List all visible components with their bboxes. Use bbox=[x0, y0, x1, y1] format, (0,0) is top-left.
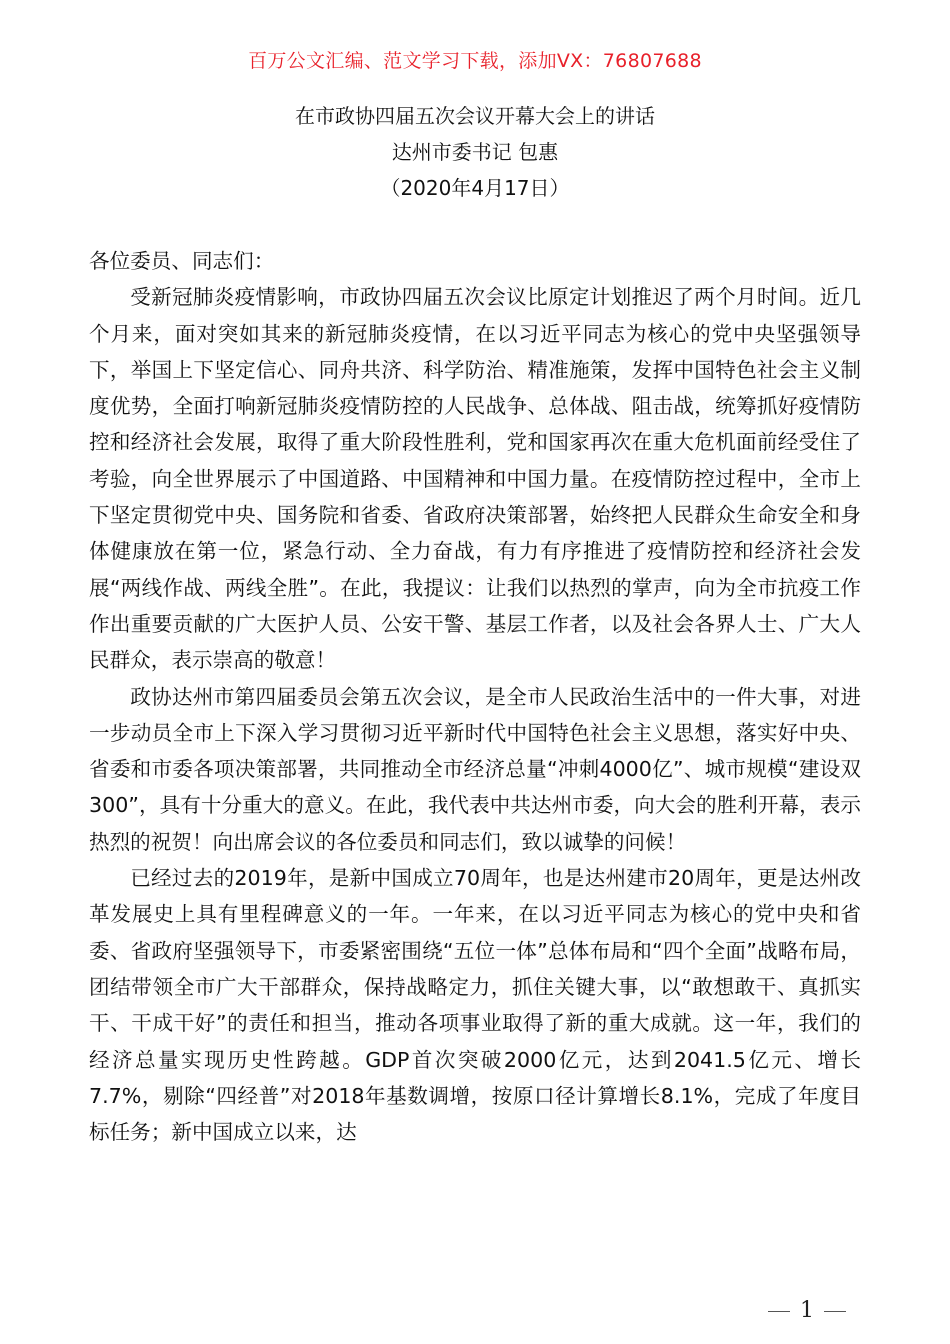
salutation: 各位委员、同志们： bbox=[89, 249, 275, 273]
date-line: （2020年4月17日） bbox=[380, 176, 570, 200]
speaker-line: 达州市委书记 包惠 bbox=[391, 140, 559, 164]
document-body bbox=[89, 243, 861, 1150]
watermark-banner: 百万公文汇编、范文学习下载，添加VX：76807688 bbox=[248, 50, 702, 72]
page-number bbox=[758, 1298, 856, 1323]
paragraph-3: 已经过去的2019年，是新中国成立70周年，也是达州建市20周年，更是达州改革发展史上具有里程碑意义的一年。一年来，在以习近平同志为核心的党中央和省委、省政府坚强领导下，市委紧密围绕“五位一体”总体布局和“四个全面”战略布局，团结带领全市广大干部群众，保持战略定力，抓住关键大事，以“敢想敢干、真抓实干、干成干好”的责任和担当，推动各项事业取得了新的重大成就。这一年，我们的经济总量实现历史性跨越。GDP首次突破2000亿元，达到2041.5亿元、增长7.7%，剔除“四经普”对2018年基数调增，按原口径计算增长8.1%，完成了年度目标任务；新中国成立以来，达 bbox=[89, 866, 861, 1145]
dash-left bbox=[768, 1311, 790, 1312]
dash-right bbox=[824, 1311, 846, 1312]
page-number-value: 1 bbox=[800, 1298, 814, 1323]
paragraph-2: 政协达州市第四届委员会第五次会议，是全市人民政治生活中的一件大事，对进一步动员全市上下深入学习贯彻习近平新时代中国特色社会主义思想，落实好中央、省委和市委各项决策部署，共同推动全市经济总量“冲刺4000亿”、城市规模“建设双300”，具有十分重大的意义。在此，我代表中共达州市委，向大会的胜利开幕，表示热烈的祝贺！向出席会议的各位委员和同志们，致以诚挚的问候！ bbox=[89, 684, 861, 854]
document-title: 在市政协四届五次会议开幕大会上的讲话 bbox=[295, 104, 655, 128]
paragraph-1: 受新冠肺炎疫情影响，市政协四届五次会议比原定计划推迟了两个月时间。近几个月来，面对突如其来的新冠肺炎疫情，在以习近平同志为核心的党中央坚强领导下，举国上下坚定信心、同舟共济、科学防治、精准施策，发挥中国特色社会主义制度优势，全面打响新冠肺炎疫情防控的人民战争、总体战、阻击战，统筹抓好疫情防控和经济社会发展，取得了重大阶段性胜利，党和国家再次在重大危机面前经受住了考验，向全世界展示了中国道路、中国精神和中国力量。在疫情防控过程中，全市上下坚定贯彻党中央、国务院和省委、省政府决策部署，始终把人民群众生命安全和身体健康放在第一位，紧急行动、全力奋战，有力有序推进了疫情防控和经济社会发展“两线作战、两线全胜”。在此，我提议：让我们以热烈的掌声，向为全市抗疫工作作出重要贡献的广大医护人员、公安干警、基层工作者，以及社会各界人士、广大人民群众，表示崇高的敬意！ bbox=[89, 285, 861, 673]
